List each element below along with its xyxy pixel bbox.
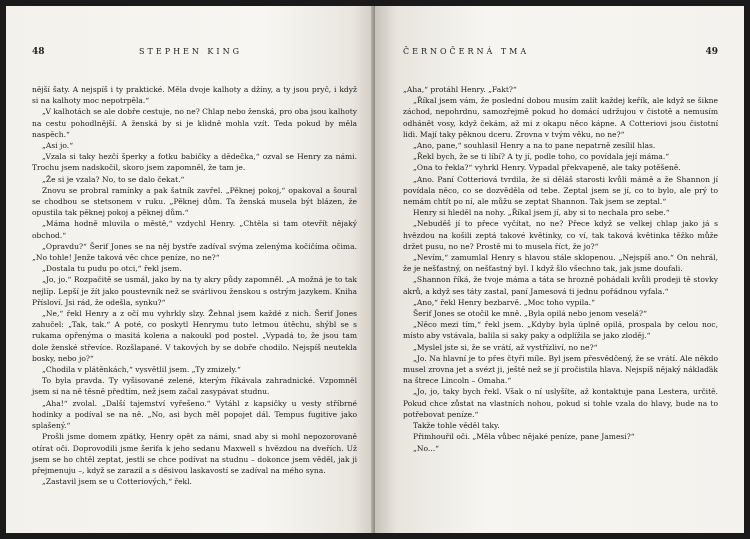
paragraph: „Nebuděš jí to přece vyčítat, no ne? Přece když se velkej chlap jako já s hvězdou na košili zeptá takové květinky, co ví, tak taková květinka těžko může držet pusu, no ne? Prostě mi to musela říct, že jo?“ [403, 219, 718, 251]
running-head: ČERNOČERNÁ TMA [403, 47, 530, 56]
paragraph: „Jo, jo, taky bych řekl. Však o ní uslyšíte, až kontaktuje pana Lestera, určitě. Pokud chce zůstat na vlastních nohou, pokud si tohle vzala do hlavy, bude na to potřebovat peníze.“ [403, 387, 718, 419]
paragraph: „Ano. Paní Cotteriová tvrdila, že si děláš starosti kvůli mámě a že Shannon jí povídala něco, co se dozvěděla od tebe. Zeptal jsem se jí, co to bylo, ale prý to nemám chtít po ní, ale můžu se zeptat Shannon. Tak jsem se zeptal.“ [403, 174, 718, 207]
paragraph: Prošli jsme domem zpátky, Henry opět za námi, snad aby si mohl nepozorovaně otírat oči. Doprovodili jsme šerifa k jeho sedanu Maxwell s hvězdou na dveřích. Už jsem se ho chtěl zeptat, jestli se chce podívat na studnu – dokonce jsem věděl, jak ji přejmenuju –, když se zarazil a s děsivou laskavostí se zadíval na mého syna. [32, 432, 357, 475]
paragraph: Šerif Jones se otočil ke mně. „Byla opilá nebo jenom veselá?“ [413, 309, 647, 319]
paragraph: „Myslel jste si, že se vrátí, až vystřízliví, no ne?“ [413, 342, 598, 352]
paragraph: „Jo, jo.“ Rozpačitě se usmál, jako by na ty akry půdy zapomněl. „A možná je to tak nejlíp. Lepší je žít jako poustevník než se svárlivou ženskou s ostrým jazykem. Kniha Přísloví. Jsi rád, že odešla, synku?“ [32, 275, 357, 307]
left-page-header [6, 47, 375, 59]
paragraph: „Dostala tu pudu po otci,“ řekl jsem. [42, 264, 182, 274]
paragraph: „Nevím,“ zamumlal Henry s hlavou stále sklopenou. „Nejspíš ano.“ On nehrál, že je nešťastný, on nešťastný byl. I když šlo všechno tak, jak jsme doufali. [403, 253, 718, 274]
paragraph: „Řekl bych, že se ti líbí? A ty jí, podle toho, co povídala její máma.“ [413, 152, 670, 162]
left-page-text [32, 84, 357, 487]
running-head: STEPHEN KING [139, 47, 242, 56]
paragraph: „Ona to řekla?“ vyhrkl Henry. Vypadal překvapeně, ale taky potěšeně. [413, 163, 681, 173]
paragraph: „Říkal jsem vám, že poslední dobou musím zalít každej keřík, ale když se šikne záchod, nepohrdnu, samozřejmě pokud ho domácí udržujou v čistotě a nemusím odhánět vosy, když čekám, až mi z okapu něco kápne. A Cotteriovi jsou čistotní lidi. Mají taky pěknou dceru. Zrovna v tvým věku, no ne?“ [403, 96, 718, 139]
paragraph: „Vzala si taky hezčí šperky a fotku babičky a dědečka,“ ozval se Henry za námi. Trochu jsem nadskočil, skoro jsem zapomněl, že tam je. [32, 152, 357, 173]
right-page [375, 6, 744, 533]
paragraph: To byla pravda. Ty vyšisované zelené, kterým říkávala zahradnické. Vzpomněl jsem si na ně těsně předtím, než jsem začal zasypávat studnu. [32, 376, 357, 397]
paragraph: „Chodila v plátěnkách,“ vysvětlil jsem. „Ty zmizely.“ [42, 365, 241, 375]
paragraph: Takže tohle věděl taky. [413, 421, 500, 431]
paragraph: „Ano, pane,“ souhlasil Henry a na to pane nepatrně zesílil hlas. [413, 141, 656, 151]
right-page-header [375, 47, 744, 59]
paragraph: Henry si hleděl na nohy. „Říkal jsem jí, aby si to nechala pro sebe.“ [413, 208, 670, 218]
paragraph: „Opravdu?“ Šerif Jones se na něj bystře zadíval svýma zelenýma kočičíma očima. „No tohle! Jenže taková věc chce peníze, no ne?“ [32, 241, 357, 263]
paragraph: nější šaty. A nejspíš i ty praktické. Měla dvoje kalhoty a džíny, a ty jsou pryč, i když si na kalhoty moc nepotrpěla.“ [32, 85, 357, 106]
paragraph: „Aha,“ protáhl Henry. „Fakt?“ [403, 85, 517, 94]
paragraph: „Zastavil jsem se u Cotteriových,“ řekl. [42, 477, 192, 487]
page-number: 49 [705, 47, 718, 57]
paragraph: Znovu se probral ramínky a pak šatník zavřel. „Pěknej pokoj,“ opakoval a šoural se chodbou se stetsonem v ruku. „Pěknej dům. Ta ženská musela být blázen, že opustila tak pěknej pokoj a pěknej dům.“ [32, 185, 357, 218]
page-number: 48 [32, 47, 45, 57]
paragraph: Přimhouřil oči. „Měla vůbec nějaké peníze, pane Jamesi?“ [413, 432, 635, 442]
paragraph: „V kalhotách se ale dobře cestuje, no ne? Chlap nebo ženská, pro oba jsou kalhoty na cestu pohodlnější. A ženská by si je klidně mohla vzít. Teda pokud by měla naspěch.“ [32, 107, 357, 139]
book-spread [6, 6, 744, 533]
paragraph: „Aha!“ zvolal. „Další tajemství vyřešeno.“ Vytáhl z kapsičky u vesty stříbrné hodinky a podíval se na ně. „No, asi bych měl popojet dál. Tempus fugitive jako splašený.“ [32, 398, 357, 431]
paragraph: „Něco mezi tím,“ řekl jsem. „Kdyby byla úplně opilá, prospala by celou noc, místo aby vstávala, balila si saky paky a odplížila se jako zloděj.“ [403, 320, 718, 341]
paragraph: „Asi jo.“ [42, 141, 74, 151]
paragraph: „Ano,“ řekl Henry bezbarvě. „Moc toho vypila.“ [413, 297, 595, 307]
left-page [6, 6, 375, 533]
paragraph: „Shannon říká, že tvoje máma a táta se hrozně pohádali kvůli prodeji tě stovky akrů, a když ses táty zastal, paní Jamesová ti jednu pořádnou vyfala.“ [403, 275, 718, 296]
paragraph: „Máma hodně mluvila o městě,“ vzdychl Henry. „Chtěla si tam otevřít nějaký obchod.“ [32, 219, 357, 240]
paragraph: „Že si je vzala? No, to se dalo čekat.“ [42, 174, 185, 184]
right-page-text [403, 84, 718, 454]
paragraph: „Jo. Na hlavní je to přes čtyři míle. Byl jsem přesvědčený, že se vrátí. Ale někdo musel zrovna jet a svézt ji, ještě než se jí pročistila hlava. Nejspíš nějaký náklaďák na štrece Lincoln – Omaha.“ [403, 353, 718, 386]
paragraph: „Ne,“ řekl Henry a z očí mu vyhrkly slzy. Žehnal jsem každé z nich. Šerif Jones zahučel: „Tak, tak.“ A poté, co poskytl Henrymu tuto letmou útěchu, shýbl se s rukama opřenýma o masitá kolena a nakoukl pod postel. „Vypadá to, že jsou tam dole ženské střevíce. Rozšlapané. V takových by se dobře chodilo. Nejspíš neutekla bosky, nebo jo?“ [32, 309, 357, 363]
paragraph: „No...“ [413, 443, 439, 453]
